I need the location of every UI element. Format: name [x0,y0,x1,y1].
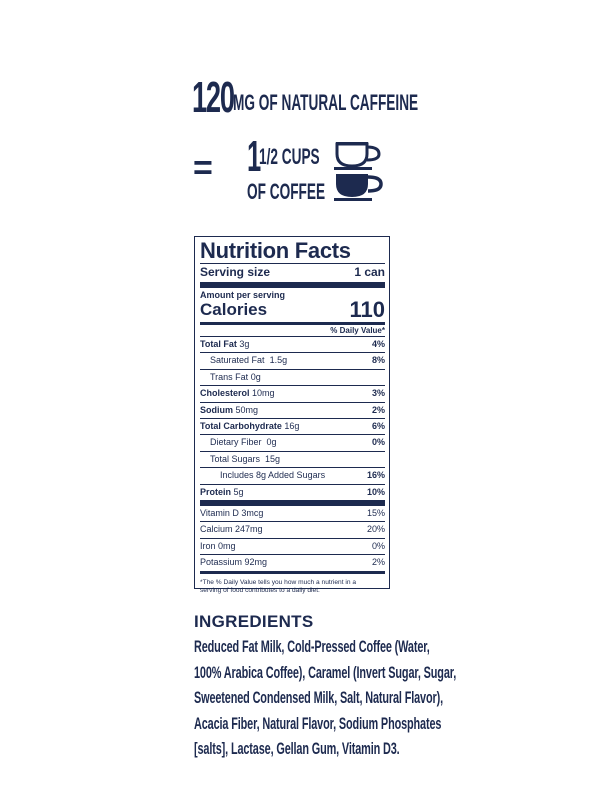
ingredients-line: 100% Arabica Coffee), Caramel (Invert Sugar, Sugar, [194,662,457,682]
serving-size-value: 1 can [354,265,385,279]
nutrient-name: Total Fat [200,339,237,349]
vitamin-dv: 15% [366,508,385,519]
nutrient-name: Protein [200,486,232,497]
ingredients-line: [salts], Lactase, Gellan Gum, Vitamin D3. [194,739,400,758]
nutrient-amount: 5g [233,486,244,497]
cups-whole-number: 1 [247,132,262,181]
daily-value-footnote: *The % Daily Value tells you how much a nutrient in a serving of food contributes to a daily diet. [200,578,357,594]
cups-fraction: 1/2 CUPS [259,144,320,169]
nutrient-dv: 16% [366,470,385,481]
nutrient-dv: 2% [371,404,385,415]
nutrient-name: Includes 8g Added Sugars [220,470,326,481]
ingredients-line: Reduced Fat Milk, Cold-Pressed Coffee (Water, [194,637,430,656]
ingredients-title: INGREDIENTS [194,612,314,631]
nutrient-dv: 6% [371,421,385,432]
vitamin-dv: 2% [371,557,385,568]
ingredients-line: Acacia Fiber, Natural Flavor, Sodium Phosphates [194,713,442,733]
vitamin-name: Potassium [200,557,243,568]
nutrient-name: Total Sugars [210,453,261,464]
nutrient-name: Total Carbohydrate [200,421,282,432]
vitamin-row-vitamin-d [200,506,385,521]
nutrition-title: Nutrition Facts [200,238,351,263]
nutrient-amount: 3g [239,339,250,349]
nutrient-name: Cholesterol [200,388,250,399]
calories-row [200,297,385,322]
nutrient-dv: 8% [371,355,385,366]
nutrient-amount: 10mg [252,388,275,399]
nutrient-row-protein [200,484,385,500]
calories-value: 110 [349,297,385,322]
equals-sign: = [193,149,213,187]
nutrient-dv: 4% [371,339,385,349]
amount-per-serving: Amount per serving [200,290,286,300]
vitamin-dv: 0% [371,540,385,551]
vitamin-row-iron [200,538,385,554]
nutrient-amount: 1.5g [269,355,288,366]
calories-label: Calories [200,300,268,319]
serving-size-row [200,264,385,280]
ingredients-line: Sweetened Condensed Milk, Salt, Natural Flavor), [194,688,443,707]
nutrient-row-dietary-fiber [200,434,385,450]
nutrient-dv: 0% [371,437,385,448]
nutrient-row-total-sugars [200,451,385,467]
vitamin-name: Vitamin D [200,508,239,519]
nutrient-amount: 16g [284,421,300,432]
nutrient-dv: 3% [371,388,385,399]
nutrient-row-sodium [200,402,385,418]
nutrient-row-total-carbohydrate [200,418,385,434]
nutrient-row-trans-fat [200,369,385,385]
nutrient-amount: 50mg [235,404,259,415]
nutrient-name: Saturated Fat [210,355,265,366]
serving-size-label: Serving size [200,265,271,279]
vitamin-amount: 92mg [244,557,268,568]
vitamin-dv: 20% [366,524,385,535]
cups-unit: OF COFFEE [247,179,326,204]
daily-value-header: % Daily Value* [330,326,385,335]
nutrient-name: Trans Fat [210,371,249,382]
vitamin-name: Calcium [200,524,233,535]
vitamin-amount: 3mcg [241,508,264,519]
nutrient-row-total-fat [200,336,385,352]
nutrient-amount: 0g [266,437,277,448]
divider-medium [200,571,385,574]
divider-thick [200,282,385,288]
nutrient-row-cholesterol [200,385,385,401]
vitamin-row-potassium [200,554,385,570]
vitamin-amount: 247mg [235,524,263,535]
coffee-cups-icon [334,132,388,202]
nutrient-name: Sodium [200,404,233,415]
vitamin-name: Iron [200,540,216,551]
vitamin-amount: 0mg [218,540,236,551]
nutrient-amount: 15g [265,453,281,464]
ingredients-text [194,634,604,762]
vitamin-row-calcium [200,521,385,537]
nutrient-dv: 10% [366,486,385,497]
caffeine-amount: 120 [192,73,234,122]
nutrient-row-added-sugars [200,467,385,483]
nutrient-name: Dietary Fiber [210,437,262,448]
caffeine-unit-text: MG OF NATURAL CAFFEINE [233,90,419,115]
nutrient-row-saturated-fat [200,352,385,368]
nutrition-facts-label [194,236,390,594]
nutrient-amount: 0g [250,371,261,382]
